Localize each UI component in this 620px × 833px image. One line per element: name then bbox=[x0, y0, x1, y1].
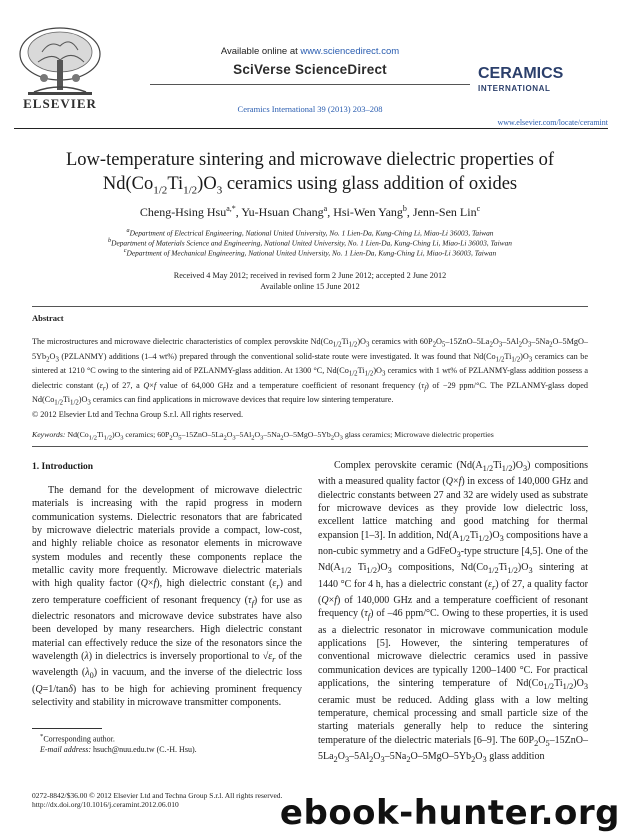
section-heading-introduction: 1. Introduction bbox=[32, 462, 94, 472]
issn-line: 0272-8842/$36.00 © 2012 Elsevier Ltd and Techna Group S.r.l. All rights reserved. bbox=[32, 791, 283, 800]
platform-name: SciVerse ScienceDirect bbox=[233, 62, 387, 77]
journal-logo-title: CERAMICS bbox=[478, 65, 564, 82]
doi-link[interactable]: http://dx.doi.org/10.1016/j.ceramint.2012.06.010 bbox=[32, 800, 179, 809]
body-column-right bbox=[318, 459, 588, 766]
journal-url-link[interactable]: www.elsevier.com/locate/ceramint bbox=[497, 118, 608, 127]
elsevier-tree-logo bbox=[14, 22, 106, 104]
author: Cheng-Hsing Hsu bbox=[139, 205, 227, 219]
watermark-text: ebook-hunter.org bbox=[279, 793, 620, 833]
paragraph: The demand for the development of microwave dielectric materials is increasing with the rapid progress in modern communication systems. Dielectric resonators that are fabricated by microwave dielectric materials provide a compact, low-cost, and highly reliable choice as resonator elements in microwave system modules and recently these components replace the metallic cavity more frequently. Microwave dielectric materials with high quality factor (Q×f), high dielectric constant $(\varepsilon_r)$ and zero temperature coefficient of resonant frequency $(\tau_f)$ for use as dielectric resonators and microwave device substrates have also been developed by many researchers. High dielectric constant material can effectively reduce the size of the resonators since the wavelength (λ) in dielectrics is inversely proportional to $√\varepsilon_r$ of the wavelength $(\lambda_0)$ in vacuum, and the inverse of the dielectric loss (Q=1/tanδ) has to be high for achieving prominent frequency selectivity and stability in microwave transmitter components. bbox=[32, 485, 302, 709]
abstract-text: The microstructures and microwave dielectric characteristics of complex perovskite $Nd(Co_{1/2}Ti_{1/2})O_3$ ceramics with $60P_2O_5-15ZnO-5La_2O_3-5Al_2O_3-5Na_2O-5MgO-5Yb_2O_3$ (PZLANMY) additions (1–4 wt%) prepared through the conventional solid-state route were investigated. It was found that $Nd(Co_{1/2}Ti_{1/2})O_3$ ceramics can be sintered at 1210 °C owing to the sintering aid of PZLANMY-glass addition. At 1300 °C, $Nd(Co_{1/2}Ti_{1/2})O_3$ ceramics with 1 wt% of PZLANMY-glass addition possess a dielectric constant $(\varepsilon_r)$ of 27, a Q×f value of 64,000 GHz and a temperature coefficient of resonant frequency $(\tau_f)$ of −29 ppm/°C. The PZLANMY-glass doped $Nd(Co_{1/2}Ti_{1/2})O_3$ ceramics can find applications in microwave devices that require low sintering temperature. © 2012 Elsevier Ltd and Techna Group S.r.l. All rights reserved. bbox=[32, 337, 588, 419]
available-online: Available online at www.sciencedirect.com bbox=[220, 46, 400, 57]
author: Yu-Hsuan Chang bbox=[241, 205, 324, 219]
journal-reference[interactable]: Ceramics International 39 (2013) 203–208 bbox=[237, 104, 383, 114]
corresponding-author-note: Corresponding author. bbox=[43, 734, 115, 744]
abstract-bottom-rule bbox=[32, 446, 588, 447]
page-header bbox=[0, 0, 620, 130]
article-dates: Received 4 May 2012; received in revised form 2 June 2012; accepted 2 June 2012 Available online 15 June 2012 bbox=[173, 271, 447, 291]
author-list: Cheng-Hsing Hsu$^{a,*}$, Yu-Hsuan Chang$^a$, Hsi-Wen Yang$^b$, Jenn-Sen Lin$^c$ bbox=[139, 204, 481, 219]
footnote-rule bbox=[32, 728, 102, 729]
affiliation: $^b$Department of Materials Science and Engineering, National United University, No. 1 Lien-Da, Kung-Ching Li, Miao-Li 36003, Taiwan bbox=[108, 238, 512, 248]
paper-title: Low-temperature sintering and microwave dielectric properties of $Nd(Co_{1/2}Ti_{1/2})O_3$ ceramics using glass addition of oxides bbox=[66, 150, 554, 197]
abstract-heading: Abstract bbox=[32, 313, 64, 323]
journal-logo-subtitle: INTERNATIONAL bbox=[478, 84, 551, 93]
affiliation: $^a$Department of Electrical Engineering, National United University, No. 1 Lien-Da, Kung-Ching Li, Miao-Li 36003, Taiwan bbox=[126, 228, 494, 238]
abstract-copyright: © 2012 Elsevier Ltd and Techna Group S.r.l. All rights reserved. bbox=[32, 409, 244, 419]
body-column-left bbox=[32, 484, 302, 710]
masthead-bottom-rule bbox=[14, 128, 608, 129]
author-email: hsuch@nuu.edu.tw (C.-H. Hsu). bbox=[93, 745, 197, 755]
publisher-name: ELSEVIER bbox=[23, 96, 97, 111]
footnote: *Corresponding author. E-mail address: hsuch@nuu.edu.tw (C.-H. Hsu). bbox=[40, 733, 197, 755]
affiliation: $^c$Department of Mechanical Engineering, National United University, No. 1 Lien-Da, Kung-Ching Li, Miao-Li 36003, Taiwan bbox=[123, 248, 497, 258]
author: Hsi-Wen Yang bbox=[333, 205, 403, 219]
author: Jenn-Sen Lin bbox=[412, 205, 477, 219]
keywords: Keywords: $Nd(Co_{1/2}Ti_{1/2})O_3$ ceramics; $60P_2O_5-15ZnO-5La_2O_3-5Al_2O_3-5Na_2O-5MgO-5Yb_2O_3$ glass ceramics; Microwave dielectric properties bbox=[32, 430, 494, 442]
sciencedirect-link[interactable]: www.sciencedirect.com bbox=[300, 46, 400, 57]
abstract-top-rule bbox=[32, 306, 588, 307]
paragraph: Complex perovskite ceramic $(Nd(A_{1/2}Ti_{1/2})O_3)$ compositions with a measured quality factor (Q×f) in excess of 140,000 GHz and dielectric constants between 27 and 32 are widely used as substrate for microwave devices as they provide low dielectric loss, excellent lattice matching and good matching for thermal expansion [1–3]. In addition, $Nd(A_{1/2}Ti_{1/2})O_3$ compositions have a non-cubic symmetry and a GdFeO$_3$-type structure [4,5]. One of the $Nd(A_{1/2}$ $Ti_{1/2})O_3$ compositions, $Nd(Co_{1/2}Ti_{1/2})O_3$ sintering at 1440 °C for 4 h, has a dielectric constant $(\varepsilon_r)$ of 27, a quality factor (Q×f) of 140,000 GHz and a temperature coefficient of resonant frequency $(\tau_f)$ of –46 ppm/°C. Owing to these properties, it is used as a dielectric resonator in microwave communication module applications [5]. However, the sintering temperatures of conventional microwave dielectric ceramics used in passive communication devices are typically 1200–1400 °C. For practical applications, the sintering temperature of $Nd(Co_{1/2}Ti_{1/2})O_3$ ceramic must be reduced. Adding glass with a low melting temperature, chemical processing and small particle size of the starting materials generally help to reduce the sintering temperature of the dielectric materials [6–9]. The $60P_2O_5-15ZnO-5La_2O_3-5Al_2O_3-5Na_2O-5MgO-5Yb_2O_3$ glass addition bbox=[318, 460, 589, 764]
header-rule bbox=[150, 84, 470, 85]
